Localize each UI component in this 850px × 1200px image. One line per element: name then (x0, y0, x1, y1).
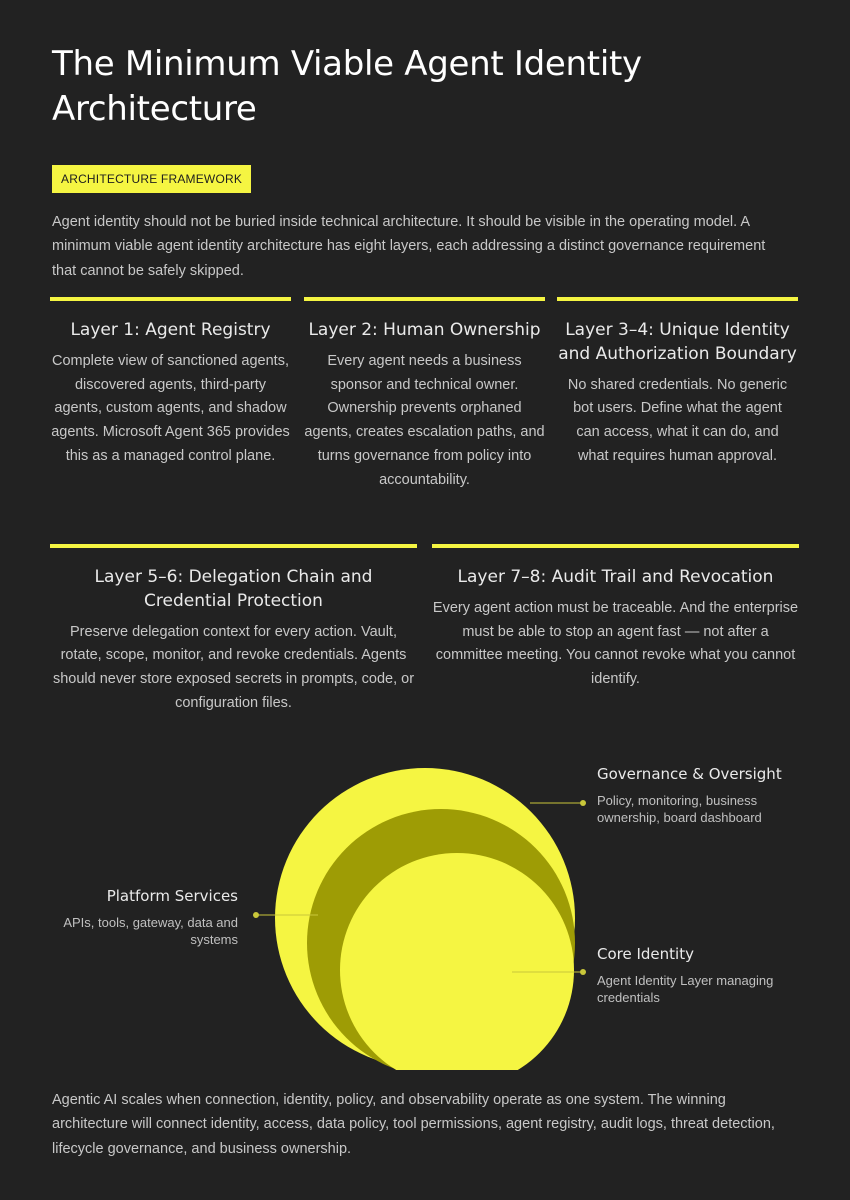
layer-card-1 (50, 297, 291, 469)
layer-card-7-8 (432, 544, 799, 692)
callout-description: Policy, monitoring, business ownership, board dashboard (597, 793, 762, 825)
platform-callout (62, 886, 238, 948)
core-leader-dot (580, 969, 586, 975)
card-accent-rule (304, 297, 545, 301)
governance-callout (597, 764, 817, 826)
intro-paragraph: Agent identity should not be buried inside technical architecture. It should be visible in the operating model. A minimum viable agent identity architecture has eight layers, each addressing a distinct governance requirement that cannot be safely skipped. (52, 214, 766, 279)
governance-leader-dot (580, 800, 586, 806)
layer-description: No shared credentials. No generic bot users. Define what the agent can access, what it can do, and what requires human approval. (567, 376, 788, 464)
closing-paragraph: Agentic AI scales when connection, identity, policy, and observability operate as one system. The winning architecture will connect identity, access, data policy, tool permissions, agent registry, audit logs, threat detection, lifecycle governance, and business ownership. (52, 1092, 775, 1157)
core-callout (597, 944, 817, 1006)
callout-title: Platform Services (106, 887, 238, 905)
category-badge: ARCHITECTURE FRAMEWORK (52, 165, 251, 193)
layer-title: Layer 3–4: Unique Identity and Authorization Boundary (558, 320, 797, 364)
platform-leader-dot (253, 912, 259, 918)
layer-title: Layer 7–8: Audit Trail and Revocation (457, 567, 774, 587)
layer-description: Every agent needs a business sponsor and technical owner. Ownership prevents orphaned agents, creates escalation paths, and turns governance from policy into accountability. (304, 352, 545, 488)
layer-description: Preserve delegation context for every action. Vault, rotate, scope, monitor, and revoke credentials. Agents should never store exposed secrets in prompts, code, or configuration files. (52, 623, 415, 711)
card-accent-rule (557, 297, 798, 301)
callout-title: Governance & Oversight (597, 765, 782, 783)
card-accent-rule (50, 297, 291, 301)
layer-title: Layer 2: Human Ownership (308, 320, 541, 340)
nested-circles-diagram (0, 740, 850, 1070)
card-accent-rule (50, 544, 417, 548)
layer-card-5-6 (50, 544, 417, 716)
page-title: The Minimum Viable Agent Identity Architecture (52, 44, 642, 129)
callout-title: Core Identity (597, 945, 694, 963)
layer-description: Complete view of sanctioned agents, discovered agents, third-party agents, custom agents, and shadow agents. Microsoft Agent 365 provides this as a managed control plane. (51, 352, 290, 464)
layer-description: Every agent action must be traceable. And the enterprise must be able to stop an agent fast — not after a committee meeting. You cannot revoke what you cannot identify. (432, 599, 799, 688)
layer-card-2 (304, 297, 545, 493)
layer-card-3-4 (557, 297, 798, 469)
callout-description: APIs, tools, gateway, data and systems (63, 915, 238, 947)
layer-title: Layer 1: Agent Registry (70, 320, 271, 340)
layer-title: Layer 5–6: Delegation Chain and Credential Protection (94, 567, 373, 611)
card-accent-rule (432, 544, 799, 548)
callout-description: Agent Identity Layer managing credentials (597, 973, 774, 1005)
